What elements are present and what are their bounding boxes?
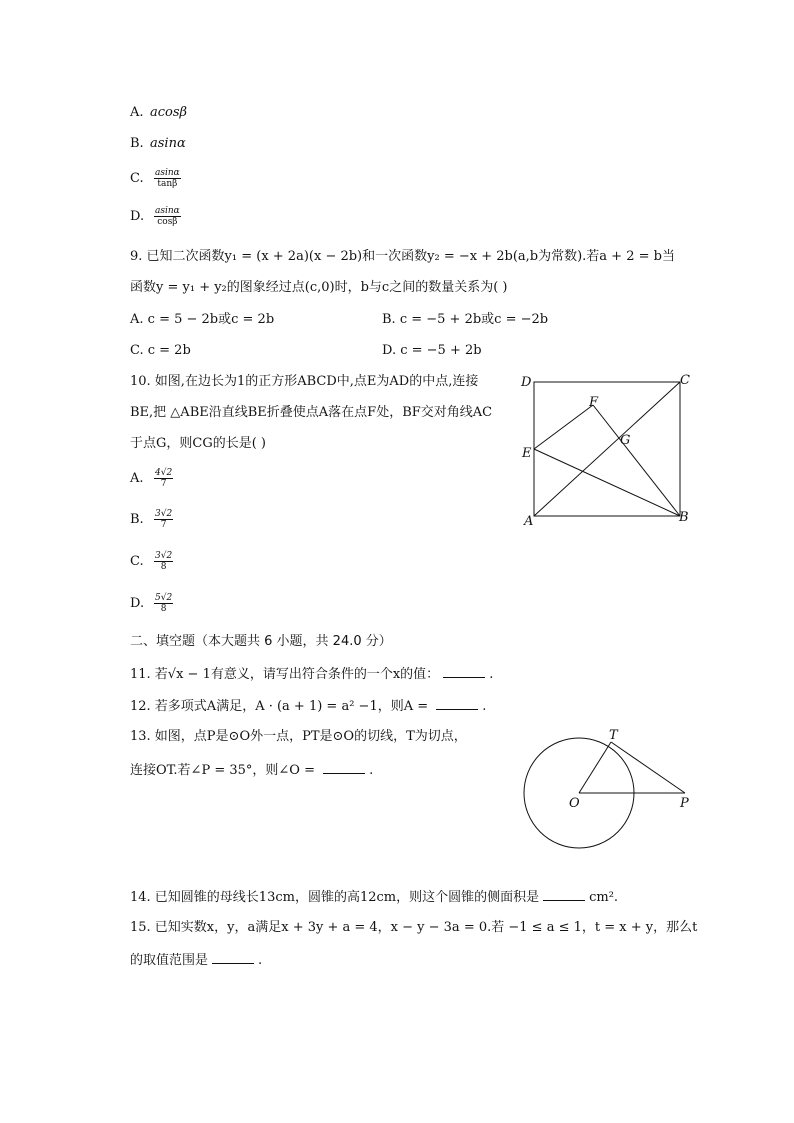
q8-option-b bbox=[130, 135, 186, 153]
q10-line2: BE,把 △ABE沿直线BE折叠使点A落在点F处，BF交对角线AC bbox=[130, 405, 493, 420]
q9-option-b: B. c = −5 + 2b或c = −2b bbox=[382, 312, 549, 327]
q13-line2 bbox=[130, 761, 373, 780]
q10-option-c bbox=[130, 551, 173, 572]
label-t: T bbox=[609, 728, 618, 743]
q14 bbox=[130, 888, 618, 907]
q10-square-figure bbox=[515, 370, 700, 530]
option-label: C. bbox=[130, 171, 144, 186]
fraction: $\frac{asin\alpha}{\tan\beta}$ bbox=[155, 168, 180, 189]
q11 bbox=[130, 665, 493, 684]
option-text: acosβ bbox=[150, 105, 188, 120]
fraction: $\frac{asin\alpha}{\cos\beta}$ bbox=[155, 206, 180, 227]
q10-line1: 10. 如图,在边长为1的正方形ABCD中,点E为AD的中点,连接 bbox=[130, 374, 479, 389]
diagonal-ac bbox=[534, 382, 680, 516]
q13-text: 连接OT.若∠P = 35°，则∠O = bbox=[130, 763, 320, 778]
q13-line1: 13. 如图，点P是⊙O外一点，PT是⊙O的切线，T为切点， bbox=[130, 729, 467, 744]
q8-option-a bbox=[130, 104, 187, 122]
q15-text: 的取值范围是 bbox=[130, 953, 209, 968]
q9-option-d: D. c = −5 + 2b bbox=[382, 343, 482, 358]
label-f: F bbox=[589, 395, 599, 410]
q11-end: . bbox=[489, 667, 494, 682]
fraction: $\frac{3√2}{8}$ bbox=[155, 551, 173, 572]
q14-text: 14. 已知圆锥的母线长13cm，圆锥的高12cm，则这个圆锥的侧面积是 bbox=[130, 890, 540, 905]
q10-line3: 于点G，则CG的长是( ) bbox=[130, 436, 266, 451]
q15-end: . bbox=[258, 953, 263, 968]
label-p: P bbox=[680, 796, 689, 811]
label-d: D bbox=[521, 375, 532, 390]
q15-line2 bbox=[130, 951, 262, 970]
q9-line2: 函数y = y₁ + y₂的图象经过点(c,0)时，b与c之间的数量关系为( ) bbox=[130, 280, 508, 295]
option-text: asinα bbox=[150, 136, 186, 151]
q9-line1: 9. 已知二次函数y₁ = (x + 2a)(x − 2b)和一次函数y₂ = −x + 2b(a,b为常数).若a + 2 = b当 bbox=[130, 249, 675, 264]
q10-option-d bbox=[130, 593, 173, 614]
q8-option-d bbox=[130, 206, 181, 227]
label-b: B bbox=[679, 510, 689, 525]
fraction: $\frac{3√2}{7}$ bbox=[155, 509, 173, 530]
q8-option-c bbox=[130, 168, 181, 189]
option-label: D. bbox=[130, 596, 145, 611]
answer-blank[interactable] bbox=[212, 951, 254, 964]
q10-option-a bbox=[130, 468, 173, 489]
label-g: G bbox=[620, 433, 631, 448]
q12-end: . bbox=[482, 699, 487, 714]
q10-option-b bbox=[130, 509, 173, 530]
option-label: C. bbox=[130, 554, 144, 569]
label-c: C bbox=[680, 373, 690, 388]
option-label: A. bbox=[130, 471, 144, 486]
option-label: B. bbox=[130, 136, 144, 151]
q11-text: 11. 若√x − 1有意义，请写出符合条件的一个x的值： bbox=[130, 667, 440, 682]
label-e: E bbox=[522, 446, 532, 461]
q15-line1: 15. 已知实数x，y，a满足x + 3y + a = 4，x − y − 3a = 0.若 −1 ≤ a ≤ 1，t = x + y，那么t bbox=[130, 920, 698, 935]
q12 bbox=[130, 697, 486, 716]
option-label: B. bbox=[130, 512, 144, 527]
segment-ef bbox=[534, 405, 593, 449]
q12-text: 12. 若多项式A满足，A · (a + 1) = a² −1，则A = bbox=[130, 699, 433, 714]
q13-end: . bbox=[369, 763, 374, 778]
q9-option-c: C. c = 2b bbox=[130, 343, 191, 358]
answer-blank[interactable] bbox=[323, 761, 365, 774]
option-label: D. bbox=[130, 209, 145, 224]
segment-be bbox=[534, 449, 680, 516]
answer-blank[interactable] bbox=[443, 665, 485, 678]
segment-tp bbox=[611, 742, 685, 793]
answer-blank[interactable] bbox=[543, 888, 585, 901]
q9-option-a: A. c = 5 − 2b或c = 2b bbox=[130, 312, 275, 327]
fraction: $\frac{5√2}{8}$ bbox=[155, 593, 173, 614]
q14-end: cm². bbox=[589, 890, 619, 905]
option-label: A. bbox=[130, 105, 144, 120]
label-a: A bbox=[524, 514, 534, 529]
q13-circle-figure bbox=[515, 725, 700, 850]
label-o: O bbox=[569, 796, 580, 811]
section-heading: 二、填空题（本大题共 6 小题，共 24.0 分） bbox=[130, 634, 392, 649]
fraction: $\frac{4√2}{7}$ bbox=[155, 468, 173, 489]
answer-blank[interactable] bbox=[436, 697, 478, 710]
segment-ot bbox=[579, 742, 611, 793]
